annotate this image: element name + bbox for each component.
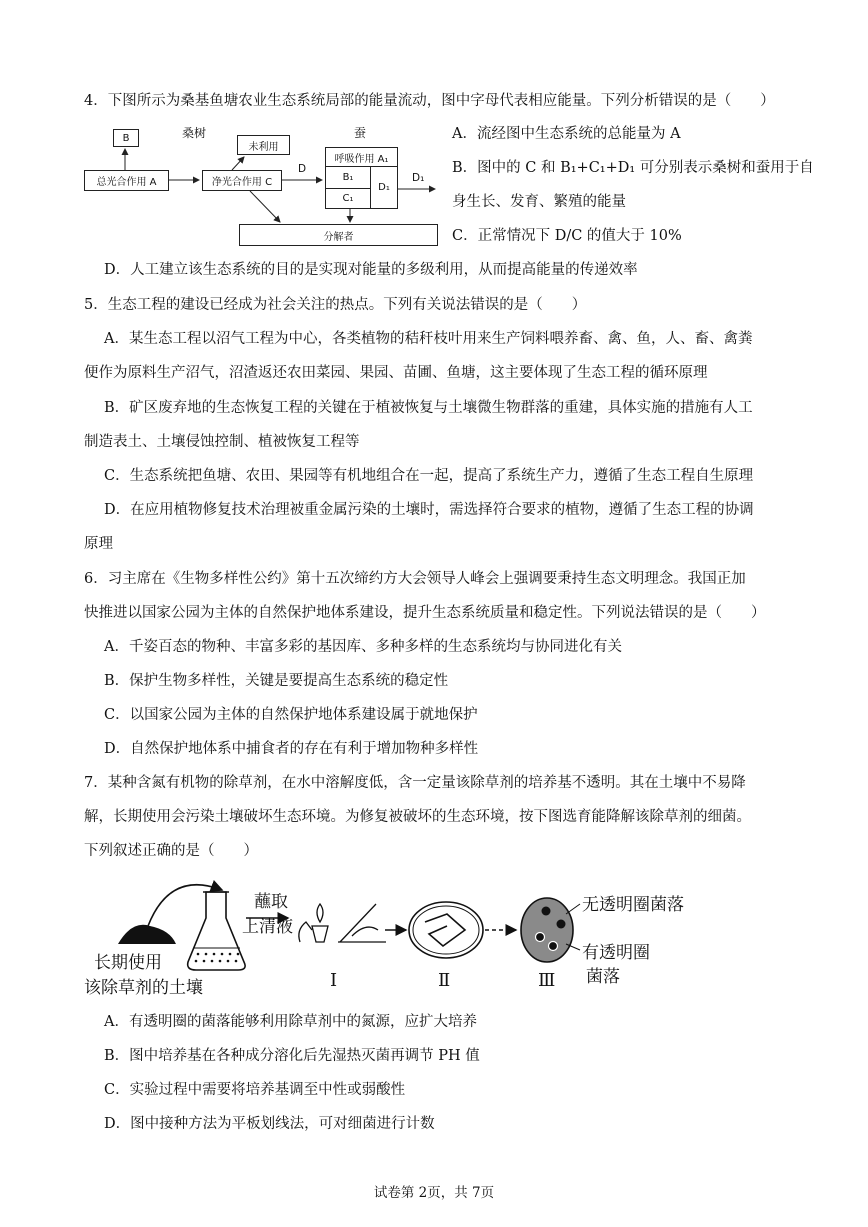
q5-option-d-cont: 原理 bbox=[84, 536, 113, 552]
q7-option-d: D．图中接种方法为平板划线法，可对细菌进行计数 bbox=[104, 1116, 435, 1132]
box-b: B bbox=[113, 129, 139, 147]
soil-label-line1: 长期使用 bbox=[94, 953, 162, 973]
q5-option-a: A．某生态工程以沼气工程为中心，各类植物的秸秆枝叶用来生产饲料喂养畜、禽、鱼，人、畜、禽粪 bbox=[104, 331, 753, 347]
step1-label: Ⅰ bbox=[330, 970, 338, 991]
silkworm-label: 蚕 bbox=[354, 126, 367, 140]
soil-label-line2: 该除草剂的土壤 bbox=[84, 978, 203, 998]
q5-option-b-cont: 制造表土、土壤侵蚀控制、植被恢复工程等 bbox=[84, 434, 360, 450]
q4-stem: 4．下图所示为桑基鱼塘农业生态系统局部的能量流动，图中字母代表相应能量。下列分析错误的是（ ） bbox=[84, 93, 775, 109]
box-c1: C₁ bbox=[325, 188, 371, 209]
q4-option-d: D．人工建立该生态系统的目的是实现对能量的多级利用，从而提高能量的传递效率 bbox=[104, 262, 638, 278]
q7-option-a: A．有透明圈的菌落能够利用除草剂中的氮源，应扩大培养 bbox=[104, 1014, 477, 1030]
bacteria-screening-figure bbox=[0, 860, 868, 1000]
q5-stem: 5．生态工程的建设已经成为社会关注的热点。下列有关说法错误的是（ ） bbox=[84, 297, 587, 313]
q6-option-b: B．保护生物多样性，关键是要提高生态系统的稳定性 bbox=[104, 673, 449, 689]
q6-option-a: A．千姿百态的物种、丰富多彩的基因库、多种多样的生态系统均与协同进化有关 bbox=[104, 639, 622, 655]
q7-stem-line3: 下列叙述正确的是（ ） bbox=[84, 843, 258, 859]
take-label-line2: 上清液 bbox=[242, 917, 293, 937]
soil-heap bbox=[118, 925, 176, 944]
q4-option-c: C．正常情况下 D/C 的值大于 10% bbox=[452, 228, 682, 244]
label-d: D bbox=[298, 163, 307, 175]
box-decomposer: 分解者 bbox=[239, 224, 438, 246]
step2-label: Ⅱ bbox=[438, 970, 451, 991]
petri-dish bbox=[409, 902, 483, 958]
q7-stem-line2: 解，长期使用会污染土壤破坏生态环境。为修复被破坏的生态环境，按下图选育能降解该除草剂的细菌。 bbox=[84, 809, 751, 825]
box-d1: D₁ bbox=[370, 166, 398, 209]
q5-option-d: D．在应用植物修复技术治理被重金属污染的土壤时，需选择符合要求的植物，遵循了生态工程的协调 bbox=[104, 502, 754, 518]
q6-stem-line2: 快推进以国家公园为主体的自然保护地体系建设，提升生态系统质量和稳定性。下列说法错误的是（ ） bbox=[84, 605, 766, 621]
no-halo-label: 无透明圈菌落 bbox=[582, 895, 684, 915]
q4-option-b: B．图中的 C 和 B₁+C₁+D₁ 可分别表示桑树和蚕用于自 bbox=[452, 160, 814, 176]
q5-option-c: C．生态系统把鱼塘、农田、果园等有机地组合在一起，提高了系统生产力，遵循了生态工程自生原理 bbox=[104, 468, 754, 484]
energy-flow-arrows bbox=[0, 0, 868, 260]
box-b1: B₁ bbox=[325, 166, 371, 189]
halo-label-line2: 菌落 bbox=[586, 967, 620, 987]
halo-label-line1: 有透明圈 bbox=[582, 943, 650, 963]
label-d1-out: D₁ bbox=[412, 172, 425, 184]
inoculation-sketch bbox=[299, 904, 386, 942]
box-unused: 未利用 bbox=[237, 135, 290, 155]
q7-stem-line1: 7．某种含氮有机物的除草剂，在水中溶解度低，含一定量该除草剂的培养基不透明。其在土壤中不易降 bbox=[84, 775, 746, 791]
mulberry-label: 桑树 bbox=[182, 126, 207, 140]
box-silkworm bbox=[325, 147, 398, 209]
q7-option-c: C．实验过程中需要将培养基调至中性或弱酸性 bbox=[104, 1082, 406, 1098]
q6-option-d: D．自然保护地体系中捕食者的存在有利于增加物种多样性 bbox=[104, 741, 479, 757]
take-label-line1: 蘸取 bbox=[254, 892, 288, 912]
q6-option-c: C．以国家公园为主体的自然保护地体系建设属于就地保护 bbox=[104, 707, 478, 723]
step3-label: Ⅲ bbox=[538, 970, 556, 991]
conical-flask bbox=[188, 892, 245, 970]
q5-option-b: B．矿区废弃地的生态恢复工程的关键在于植被恢复与土壤微生物群落的重建，具体实施的措施有人工 bbox=[104, 400, 753, 416]
q5-option-a-cont: 便作为原料生产沼气，沼渣返还农田菜园、果园、苗圃、鱼塘，这主要体现了生态工程的循环原理 bbox=[84, 365, 708, 381]
box-net-photosynthesis: 净光合作用 C bbox=[202, 170, 282, 191]
q6-stem-line1: 6．习主席在《生物多样性公约》第十五次缔约方大会领导人峰会上强调要秉持生态文明理念。我国正加 bbox=[84, 571, 746, 587]
q7-option-b: B．图中培养基在各种成分溶化后先湿热灭菌再调节 PH 值 bbox=[104, 1048, 480, 1064]
q4-option-b-cont: 身生长、发育、繁殖的能量 bbox=[452, 194, 626, 210]
page-footer: 试卷第 2页，共 7页 bbox=[373, 1185, 495, 1201]
box-gross-photosynthesis: 总光合作用 A bbox=[84, 170, 169, 191]
box-respiration: 呼吸作用 A₁ bbox=[325, 147, 398, 167]
q4-option-a: A．流经图中生态系统的总能量为 A bbox=[452, 126, 681, 142]
